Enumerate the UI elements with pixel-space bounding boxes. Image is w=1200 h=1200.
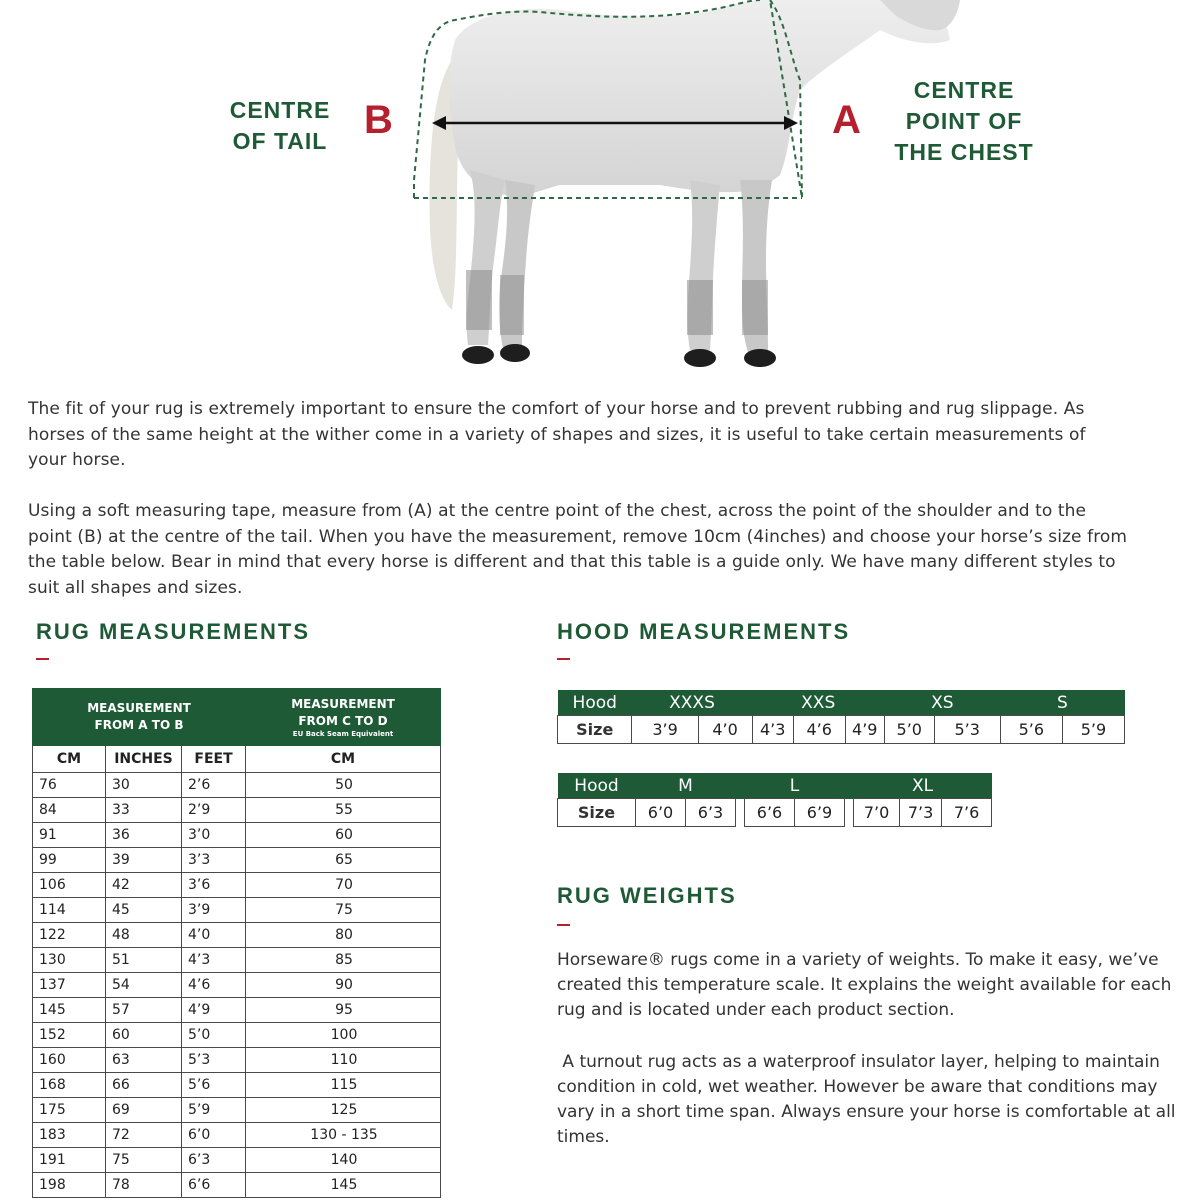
hoof bbox=[462, 346, 494, 364]
column-header: CM bbox=[33, 746, 106, 773]
table-row bbox=[33, 1023, 441, 1048]
table-row bbox=[33, 898, 441, 923]
table-cell: 191 bbox=[33, 1148, 106, 1173]
horse-illustration bbox=[0, 0, 1200, 385]
table-cell: 125 bbox=[246, 1098, 441, 1123]
table-row bbox=[33, 948, 441, 973]
table-cell: 95 bbox=[246, 998, 441, 1023]
hood-row-label: Hood bbox=[558, 690, 632, 716]
table-row bbox=[33, 923, 441, 948]
size-row-label: Size bbox=[558, 716, 632, 744]
eu-back-seam-note: EU Back Seam Equivalent bbox=[292, 730, 394, 738]
table-cell: 106 bbox=[33, 873, 106, 898]
hood-row-label: Hood bbox=[558, 773, 636, 799]
table-cell: 55 bbox=[246, 798, 441, 823]
table-cell: 51 bbox=[106, 948, 182, 973]
table-cell: 130 - 135 bbox=[246, 1123, 441, 1148]
hood-measurements-heading: HOOD MEASUREMENTS bbox=[557, 619, 851, 644]
table-cell: 4’6 bbox=[182, 973, 246, 998]
table-cell: 160 bbox=[33, 1048, 106, 1073]
table-cell: 6’6 bbox=[182, 1173, 246, 1198]
rug-weights-paragraph-scale: Horseware® rugs come in a variety of weights. To make it easy, we’ve created this temperature scale. It explains the weight available for each rug and is located under each product section. bbox=[557, 950, 1172, 1020]
table-cell: 54 bbox=[106, 973, 182, 998]
size-row-label: Size bbox=[558, 799, 636, 827]
table-row bbox=[33, 1123, 441, 1148]
table-cell: 5’6 bbox=[182, 1073, 246, 1098]
hood-size-cell: 6’9 bbox=[795, 799, 845, 827]
column-header: INCHES bbox=[106, 746, 182, 773]
heading-accent-dash bbox=[557, 658, 570, 660]
hood-size-cell: 5’6 bbox=[1000, 716, 1062, 744]
table-row bbox=[33, 873, 441, 898]
table-row bbox=[33, 1173, 441, 1198]
table-cell: 78 bbox=[106, 1173, 182, 1198]
table-cell: 168 bbox=[33, 1073, 106, 1098]
table-row bbox=[33, 1148, 441, 1173]
rug-weights-paragraph-turnout: A turnout rug acts as a waterproof insulator layer, helping to maintain condition in cold, wet weather. However be aware that conditions may vary in a short time span. Always ensure your horse is comfortable at all times. bbox=[557, 1052, 1181, 1147]
hood-size-cell: 6’6 bbox=[745, 799, 795, 827]
hood-size-cell: 4’0 bbox=[698, 716, 752, 744]
hood-size-group: XL bbox=[854, 773, 992, 799]
table-cell: 3’0 bbox=[182, 823, 246, 848]
table-cell: 36 bbox=[106, 823, 182, 848]
table-cell: 57 bbox=[106, 998, 182, 1023]
table-cell: 4’9 bbox=[182, 998, 246, 1023]
table-cell: 3’6 bbox=[182, 873, 246, 898]
table-cell: 48 bbox=[106, 923, 182, 948]
hood-size-group: S bbox=[1000, 690, 1124, 716]
table-cell: 100 bbox=[246, 1023, 441, 1048]
table-cell: 90 bbox=[246, 973, 441, 998]
table-cell: 137 bbox=[33, 973, 106, 998]
hood-size-group: M bbox=[636, 773, 736, 799]
table-cell: 50 bbox=[246, 773, 441, 798]
hood-size-cell: 4’9 bbox=[845, 716, 884, 744]
hood-spacer-cell bbox=[845, 799, 854, 827]
hood-size-cell: 6’0 bbox=[636, 799, 686, 827]
table-row bbox=[33, 773, 441, 798]
horse-measurement-figure bbox=[0, 0, 1200, 385]
hoof bbox=[744, 349, 776, 367]
table-cell: 75 bbox=[106, 1148, 182, 1173]
table-cell: 60 bbox=[106, 1023, 182, 1048]
table-cell: 99 bbox=[33, 848, 106, 873]
table-cell: 152 bbox=[33, 1023, 106, 1048]
table-cell: 30 bbox=[106, 773, 182, 798]
table-cell: 3’3 bbox=[182, 848, 246, 873]
hood-size-group: XXXS bbox=[632, 690, 752, 716]
hood-size-cell: 5’3 bbox=[934, 716, 1000, 744]
table-row bbox=[33, 1098, 441, 1123]
hood-size-cell: 5’0 bbox=[884, 716, 934, 744]
intro-paragraph-fit: The fit of your rug is extremely important to ensure the comfort of your horse and to prevent rubbing and rug slippage. As horses of the same height at the wither come in a variety of shapes and sizes, it is useful to take certain measurements of your horse. bbox=[28, 399, 1086, 470]
marker-b: B bbox=[364, 98, 393, 142]
heading-accent-dash bbox=[36, 658, 49, 660]
hood-size-cell: 4’3 bbox=[752, 716, 793, 744]
table-cell: 140 bbox=[246, 1148, 441, 1173]
table-cell: 63 bbox=[106, 1048, 182, 1073]
table-cell: 76 bbox=[33, 773, 106, 798]
hood-size-group: XXS bbox=[752, 690, 884, 716]
table-cell: 5’0 bbox=[182, 1023, 246, 1048]
hood-size-table-small bbox=[557, 690, 1125, 744]
hood-spacer-cell bbox=[736, 799, 745, 827]
table-cell: 72 bbox=[106, 1123, 182, 1148]
table-cell: 33 bbox=[106, 798, 182, 823]
table-cell: 91 bbox=[33, 823, 106, 848]
table-cell: 3’9 bbox=[182, 898, 246, 923]
table-cell: 4’3 bbox=[182, 948, 246, 973]
table-cell: 6’3 bbox=[182, 1148, 246, 1173]
hood-size-cell: 6’3 bbox=[686, 799, 736, 827]
table-row bbox=[33, 1048, 441, 1073]
group-header-c-to-d: MEASUREMENT FROM C TO D EU Back Seam Equivalent bbox=[246, 689, 441, 746]
hood-size-group: XS bbox=[884, 690, 1000, 716]
table-row bbox=[33, 823, 441, 848]
table-cell: 60 bbox=[246, 823, 441, 848]
table-cell: 5’3 bbox=[182, 1048, 246, 1073]
heading-accent-dash bbox=[557, 924, 570, 926]
table-cell: 5’9 bbox=[182, 1098, 246, 1123]
table-cell: 114 bbox=[33, 898, 106, 923]
label-centre-point-of-chest: CENTRE POINT OF THE CHEST bbox=[894, 77, 1034, 165]
label-centre-of-tail: CENTRE OF TAIL bbox=[229, 97, 331, 154]
table-cell: 110 bbox=[246, 1048, 441, 1073]
column-header: CM bbox=[246, 746, 441, 773]
hood-size-table-large bbox=[557, 773, 992, 827]
table-cell: 39 bbox=[106, 848, 182, 873]
hoof bbox=[684, 349, 716, 367]
table-row bbox=[33, 998, 441, 1023]
table-cell: 75 bbox=[246, 898, 441, 923]
hoof bbox=[500, 344, 530, 362]
group-header-a-to-b: MEASUREMENT FROM A TO B bbox=[33, 689, 246, 746]
table-cell: 70 bbox=[246, 873, 441, 898]
table-cell: 85 bbox=[246, 948, 441, 973]
hood-size-cell: 7’6 bbox=[942, 799, 992, 827]
rug-weights-heading: RUG WEIGHTS bbox=[557, 883, 737, 908]
marker-a: A bbox=[832, 98, 861, 142]
table-cell: 175 bbox=[33, 1098, 106, 1123]
table-row bbox=[33, 973, 441, 998]
table-cell: 6’0 bbox=[182, 1123, 246, 1148]
hood-size-group: L bbox=[736, 773, 854, 799]
table-cell: 2’6 bbox=[182, 773, 246, 798]
hood-size-cell: 5’9 bbox=[1062, 716, 1124, 744]
table-cell: 183 bbox=[33, 1123, 106, 1148]
hood-size-cell: 3’9 bbox=[632, 716, 698, 744]
table-cell: 42 bbox=[106, 873, 182, 898]
table-cell: 45 bbox=[106, 898, 182, 923]
table-cell: 66 bbox=[106, 1073, 182, 1098]
table-cell: 4’0 bbox=[182, 923, 246, 948]
table-row bbox=[33, 1073, 441, 1098]
hood-size-cell: 7’0 bbox=[854, 799, 900, 827]
table-cell: 130 bbox=[33, 948, 106, 973]
column-header: FEET bbox=[182, 746, 246, 773]
table-cell: 2’9 bbox=[182, 798, 246, 823]
hood-size-cell: 7’3 bbox=[900, 799, 942, 827]
table-cell: 198 bbox=[33, 1173, 106, 1198]
table-row bbox=[33, 848, 441, 873]
rug-measurements-table bbox=[32, 688, 441, 1198]
table-row bbox=[33, 798, 441, 823]
table-cell: 84 bbox=[33, 798, 106, 823]
table-cell: 80 bbox=[246, 923, 441, 948]
table-cell: 145 bbox=[246, 1173, 441, 1198]
table-cell: 145 bbox=[33, 998, 106, 1023]
horse-body bbox=[449, 0, 950, 196]
table-cell: 65 bbox=[246, 848, 441, 873]
table-cell: 69 bbox=[106, 1098, 182, 1123]
table-cell: 115 bbox=[246, 1073, 441, 1098]
table-cell: 122 bbox=[33, 923, 106, 948]
hood-size-cell: 4’6 bbox=[793, 716, 845, 744]
intro-paragraph-measure: Using a soft measuring tape, measure from (A) at the centre point of the chest, across the point of the shoulder and to the point (B) at the centre of the tail. When you have the measurement, remove 10cm (4inches) and choose your horse’s size from the table below. Bear in mind that every horse is different and that this table is a guide only. We have many different styles to suit all shapes and sizes. bbox=[28, 501, 1128, 598]
rug-measurements-heading: RUG MEASUREMENTS bbox=[36, 619, 311, 644]
